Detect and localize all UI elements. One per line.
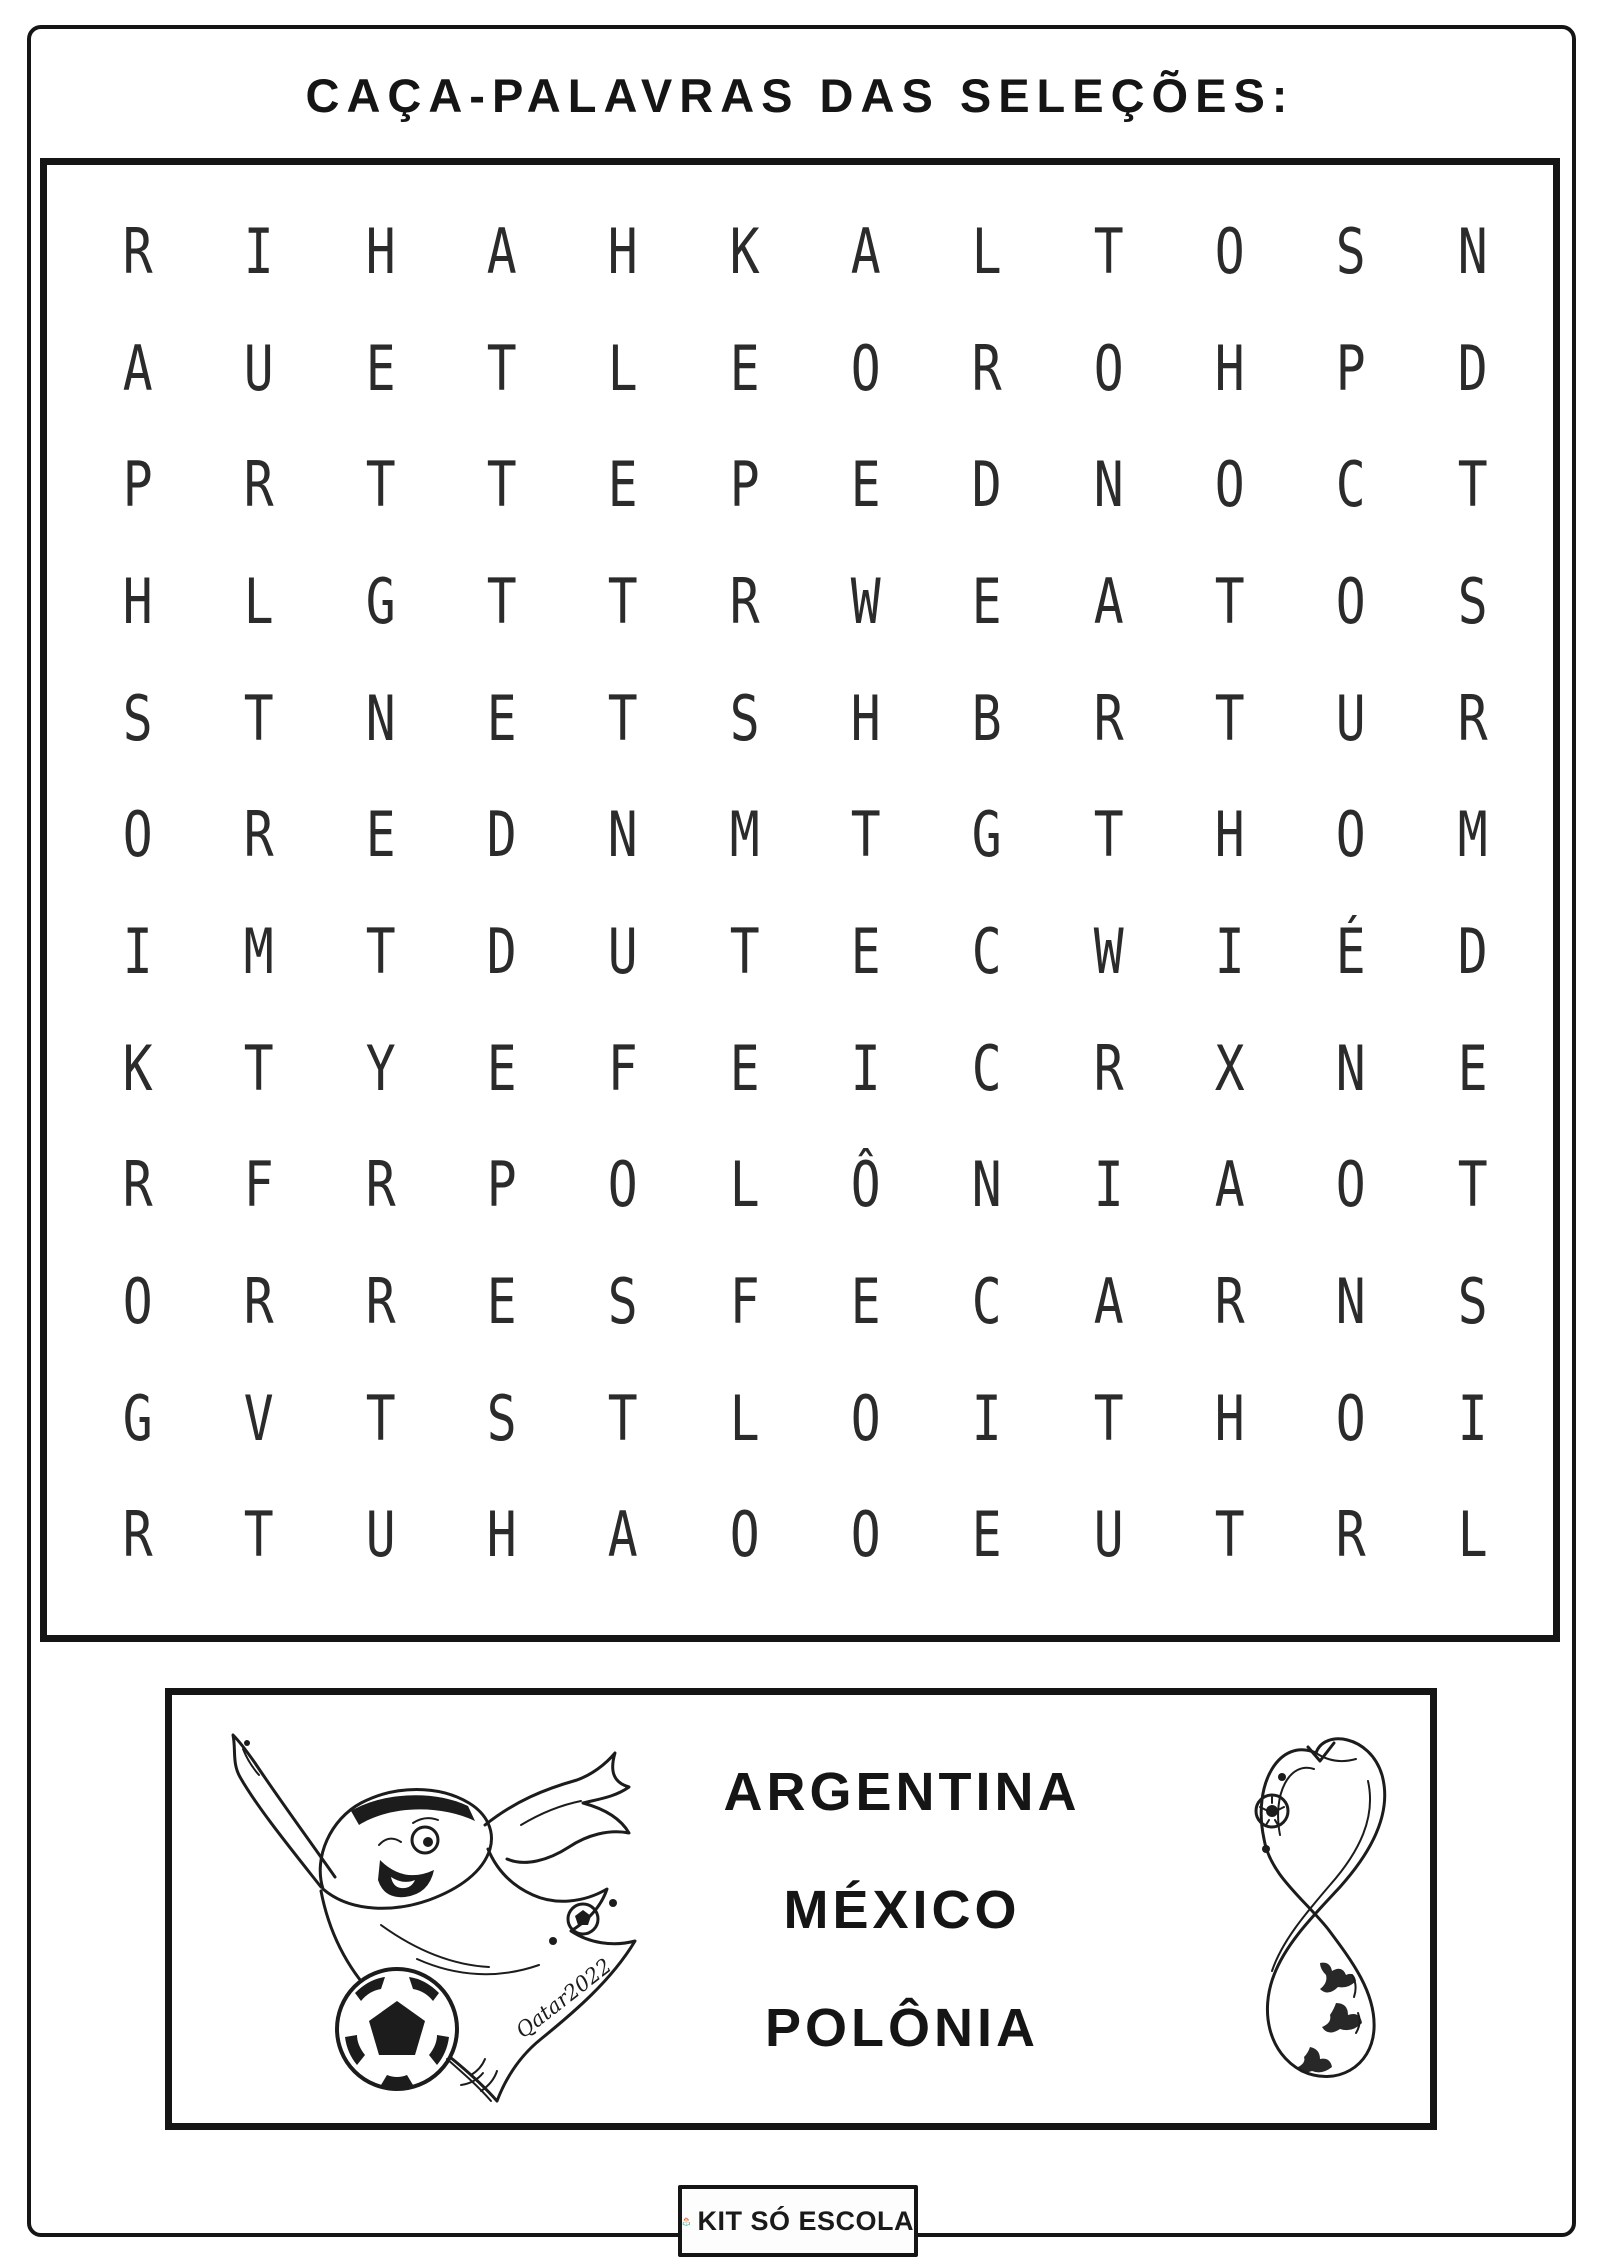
grid-cell: P bbox=[729, 448, 760, 521]
qatar-2022-emblem-illustration bbox=[1224, 1717, 1414, 2099]
grid-cell: O bbox=[122, 1265, 153, 1338]
grid-cell: T bbox=[1093, 215, 1124, 288]
grid-cell: F bbox=[729, 1265, 760, 1338]
grid-cell: B bbox=[972, 681, 1002, 755]
grid-cell: E bbox=[486, 1031, 517, 1105]
grid-cell: H bbox=[850, 681, 881, 755]
word-list bbox=[692, 1733, 1112, 2087]
grid-cell: O bbox=[729, 1498, 760, 1571]
grid-cell: H bbox=[1214, 331, 1245, 405]
grid-cell: I bbox=[850, 1031, 881, 1105]
grid-cell: U bbox=[1093, 1498, 1124, 1571]
grid-cell: T bbox=[486, 565, 517, 638]
grid-cell: H bbox=[1214, 798, 1245, 871]
grid-cell: E bbox=[365, 331, 396, 405]
grid-cell: P bbox=[1336, 331, 1366, 405]
reading-child-icon bbox=[682, 2201, 690, 2241]
grid-cell: E bbox=[608, 448, 638, 521]
grid-cell: T bbox=[244, 1031, 274, 1105]
grid-cell: T bbox=[1457, 448, 1488, 521]
grid-cell: X bbox=[1214, 1031, 1245, 1105]
grid-cell: R bbox=[365, 1265, 396, 1338]
grid-cell: H bbox=[1214, 1381, 1245, 1455]
grid-cell: S bbox=[486, 1381, 517, 1455]
grid-cell: H bbox=[122, 565, 153, 638]
grid-cell: D bbox=[1457, 915, 1488, 988]
answer-word-box bbox=[165, 1688, 1437, 2130]
grid-cell: A bbox=[608, 1498, 638, 1571]
grid-cell: D bbox=[486, 915, 517, 988]
grid-cell: D bbox=[486, 798, 517, 871]
grid-cell: T bbox=[1093, 798, 1124, 871]
grid-cell: I bbox=[122, 915, 153, 988]
grid-cell: R bbox=[122, 1498, 153, 1571]
grid-cell: A bbox=[122, 331, 153, 405]
grid-cell: F bbox=[608, 1031, 638, 1105]
grid-cell: L bbox=[244, 565, 274, 638]
grid-cell: T bbox=[1457, 1148, 1488, 1221]
grid-cell: G bbox=[972, 798, 1002, 871]
grid-cell: É bbox=[1336, 915, 1366, 988]
grid-cell: S bbox=[1457, 565, 1488, 638]
grid-cell: T bbox=[1214, 565, 1245, 638]
grid-cell: N bbox=[1336, 1265, 1366, 1338]
grid-cell: T bbox=[365, 915, 396, 988]
grid-cell: O bbox=[1336, 565, 1366, 638]
grid-cell: N bbox=[608, 798, 638, 871]
grid-cell: T bbox=[1093, 1381, 1124, 1455]
grid-cell: M bbox=[244, 915, 274, 988]
grid-cell: C bbox=[972, 1265, 1002, 1338]
word-item: MÉXICO bbox=[783, 1880, 1021, 1940]
footer-brand-label: KIT SÓ ESCOLA bbox=[697, 2205, 914, 2236]
grid-cell: U bbox=[608, 915, 638, 988]
grid-cell: K bbox=[122, 1031, 153, 1105]
grid-cell: T bbox=[729, 915, 760, 988]
grid-cell: R bbox=[1214, 1265, 1245, 1338]
grid-cell: E bbox=[1457, 1031, 1488, 1105]
grid-cell: I bbox=[1214, 915, 1245, 988]
grid-cell: N bbox=[1093, 448, 1124, 521]
grid-cell: G bbox=[122, 1381, 153, 1455]
grid-cell: U bbox=[244, 331, 274, 405]
laeeb-mascot-illustration bbox=[180, 1707, 660, 2109]
grid-cell: W bbox=[850, 565, 881, 638]
grid-cell: M bbox=[1457, 798, 1488, 871]
grid-cell: Y bbox=[365, 1031, 396, 1105]
grid-cell: N bbox=[972, 1148, 1002, 1221]
grid-cell: E bbox=[486, 681, 517, 755]
grid-cell: I bbox=[1457, 1381, 1488, 1455]
grid-cell: L bbox=[729, 1381, 760, 1455]
grid-cell: D bbox=[972, 448, 1002, 521]
grid-cell: M bbox=[729, 798, 760, 871]
grid-cell: S bbox=[729, 681, 760, 755]
grid-cell: T bbox=[486, 331, 517, 405]
word-item: ARGENTINA bbox=[723, 1762, 1081, 1822]
grid-cell: F bbox=[244, 1148, 274, 1221]
grid-cell: O bbox=[1336, 798, 1366, 871]
grid-cell: C bbox=[972, 915, 1002, 988]
grid-cell: E bbox=[850, 1265, 881, 1338]
page-title: CAÇA-PALAVRAS DAS SELEÇÕES: bbox=[305, 69, 1295, 122]
grid-cell: R bbox=[972, 331, 1002, 405]
grid-cell: E bbox=[850, 915, 881, 988]
grid-cell: A bbox=[1214, 1148, 1245, 1221]
grid-cell: R bbox=[122, 215, 153, 288]
footer-brand-badge bbox=[678, 2185, 918, 2257]
grid-cell: L bbox=[608, 331, 638, 405]
grid-cell: T bbox=[365, 448, 396, 521]
letter-grid bbox=[47, 165, 1553, 1635]
grid-cell: R bbox=[244, 448, 274, 521]
grid-cell: E bbox=[729, 1031, 760, 1105]
grid-cell: O bbox=[850, 1381, 881, 1455]
grid-cell: O bbox=[122, 798, 153, 871]
grid-cell: O bbox=[1336, 1148, 1366, 1221]
grid-cell: D bbox=[1457, 331, 1488, 405]
grid-cell: O bbox=[608, 1148, 638, 1221]
grid-cell: S bbox=[122, 681, 153, 755]
grid-cell: E bbox=[486, 1265, 517, 1338]
grid-cell: R bbox=[729, 565, 760, 638]
svg-text:Qatar2022: Qatar2022 bbox=[511, 1953, 617, 2043]
grid-cell: L bbox=[729, 1148, 760, 1221]
grid-cell: T bbox=[608, 1381, 638, 1455]
word-item: POLÔNIA bbox=[764, 1998, 1039, 2058]
grid-cell: N bbox=[365, 681, 396, 755]
grid-cell: E bbox=[850, 448, 881, 521]
grid-cell: E bbox=[972, 565, 1002, 638]
grid-cell: R bbox=[1093, 681, 1124, 755]
grid-cell: T bbox=[244, 681, 274, 755]
grid-cell: I bbox=[1093, 1148, 1124, 1221]
grid-cell: T bbox=[486, 448, 517, 521]
grid-cell: A bbox=[1093, 565, 1124, 638]
grid-cell: L bbox=[1457, 1498, 1488, 1571]
grid-cell: S bbox=[1336, 215, 1366, 288]
grid-cell: A bbox=[1093, 1265, 1124, 1338]
grid-cell: O bbox=[850, 1498, 881, 1571]
grid-cell: C bbox=[1336, 448, 1366, 521]
grid-cell: O bbox=[1336, 1381, 1366, 1455]
grid-cell: P bbox=[486, 1148, 517, 1221]
grid-cell: R bbox=[244, 798, 274, 871]
grid-cell: T bbox=[608, 565, 638, 638]
grid-cell: O bbox=[1214, 215, 1245, 288]
grid-cell: S bbox=[1457, 1265, 1488, 1338]
grid-cell: P bbox=[122, 448, 153, 521]
grid-cell: V bbox=[244, 1381, 274, 1455]
grid-cell: R bbox=[1457, 681, 1488, 755]
word-search-box bbox=[40, 158, 1560, 1642]
grid-cell: U bbox=[365, 1498, 396, 1571]
grid-cell: S bbox=[608, 1265, 638, 1338]
grid-cell: I bbox=[244, 215, 274, 288]
grid-cell: N bbox=[1457, 215, 1488, 288]
grid-cell: I bbox=[972, 1381, 1002, 1455]
grid-cell: H bbox=[486, 1498, 517, 1571]
grid-cell: A bbox=[486, 215, 517, 288]
grid-cell: R bbox=[1336, 1498, 1366, 1571]
grid-cell: T bbox=[1214, 1498, 1245, 1571]
grid-cell: K bbox=[729, 215, 760, 288]
grid-cell: R bbox=[1093, 1031, 1124, 1105]
grid-cell: O bbox=[850, 331, 881, 405]
grid-cell: E bbox=[365, 798, 396, 871]
grid-cell: T bbox=[1214, 681, 1245, 755]
grid-cell: H bbox=[365, 215, 396, 288]
grid-cell: E bbox=[972, 1498, 1002, 1571]
grid-cell: R bbox=[244, 1265, 274, 1338]
grid-cell: T bbox=[850, 798, 881, 871]
grid-cell: L bbox=[972, 215, 1002, 288]
grid-cell: R bbox=[365, 1148, 396, 1221]
grid-cell: Ô bbox=[850, 1148, 881, 1221]
grid-cell: T bbox=[244, 1498, 274, 1571]
grid-cell: N bbox=[1336, 1031, 1366, 1105]
grid-cell: G bbox=[365, 565, 396, 638]
grid-cell: W bbox=[1093, 915, 1124, 988]
grid-cell: T bbox=[608, 681, 638, 755]
grid-cell: E bbox=[729, 331, 760, 405]
grid-cell: O bbox=[1093, 331, 1124, 405]
grid-cell: C bbox=[972, 1031, 1002, 1105]
grid-cell: A bbox=[850, 215, 881, 288]
grid-cell: H bbox=[608, 215, 638, 288]
grid-cell: T bbox=[365, 1381, 396, 1455]
grid-cell: R bbox=[122, 1148, 153, 1221]
grid-cell: U bbox=[1336, 681, 1366, 755]
grid-cell: O bbox=[1214, 448, 1245, 521]
